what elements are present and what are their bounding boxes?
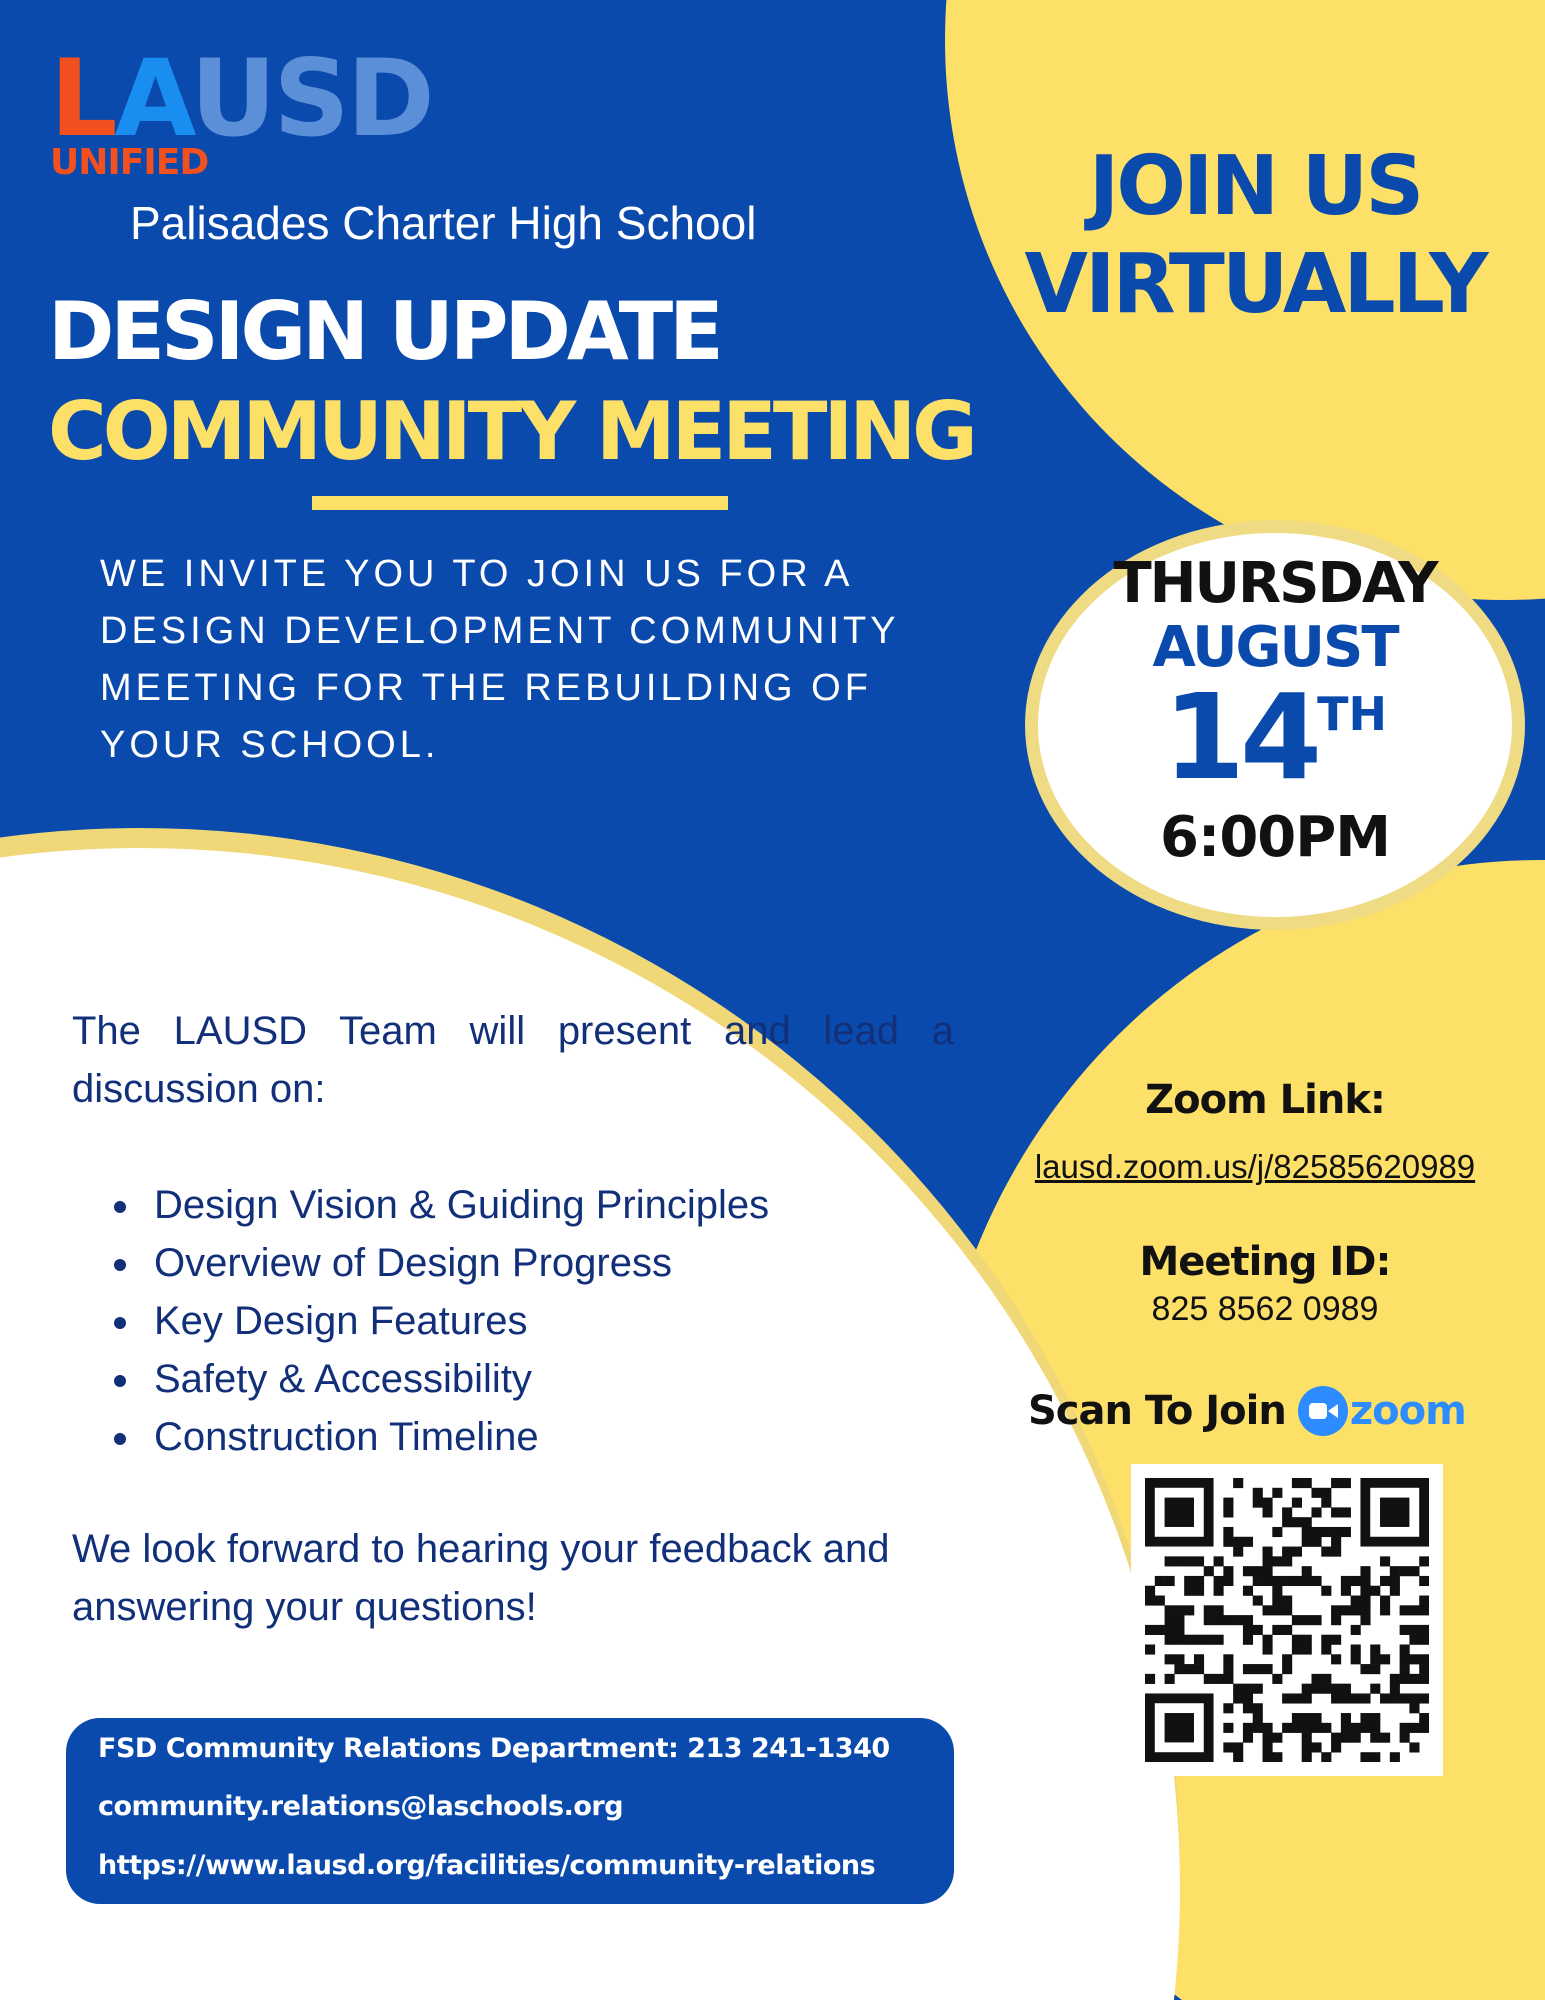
meeting-id-label: Meeting ID: (1139, 1239, 1391, 1285)
zoom-wordmark: zoom (1349, 1388, 1466, 1434)
logo-letter-a: A (114, 37, 191, 160)
topic-item: • Construction Timeline (144, 1408, 769, 1466)
meeting-id: 825 8562 0989 (1151, 1290, 1379, 1328)
logo-subtitle: UNIFIED (50, 142, 209, 183)
meeting-month: AUGUST (1152, 615, 1398, 680)
contact-phone: FSD Community Relations Department: 213 241-1340 (98, 1733, 890, 1764)
title-community-meeting: COMMUNITY MEETING (48, 385, 974, 478)
title-design-update: DESIGN UPDATE (48, 285, 720, 378)
scan-label: Scan To Join (1028, 1388, 1286, 1434)
zoom-camera-icon (1298, 1386, 1348, 1436)
meeting-day: THURSDAY (1113, 551, 1437, 616)
invite-text: WE INVITE YOU TO JOIN US FOR A DESIGN DEVELOPMENT COMMUNITY MEETING FOR THE REBUILDING OF YOUR SCHOOL. (100, 553, 899, 766)
lausd-logo (50, 37, 432, 183)
topic-item: • Key Design Features (144, 1292, 769, 1350)
logo-letter-l: L (50, 37, 115, 160)
zoom-link-label: Zoom Link: (1145, 1077, 1385, 1123)
join-line-1: JOIN US (1088, 139, 1422, 234)
topic-item: • Design Vision & Guiding Principles (144, 1176, 769, 1234)
qr-code-icon (1145, 1478, 1429, 1762)
meeting-date-number (1038, 668, 1512, 806)
date-number: 14 (1162, 668, 1318, 806)
presentation-intro: The LAUSD Team will present and lead a discussion on: (72, 1009, 954, 1111)
title-divider (312, 496, 728, 510)
join-us-virtually (985, 138, 1525, 334)
qr-code[interactable] (1131, 1464, 1443, 1776)
logo-wordmark (50, 37, 432, 160)
topic-list (100, 1176, 769, 1466)
scan-to-join (1028, 1386, 1466, 1436)
contact-website-link[interactable]: https://www.lausd.org/facilities/community-relations (98, 1850, 876, 1881)
zoom-link[interactable]: lausd.zoom.us/j/82585620989 (1034, 1148, 1476, 1185)
school-name: Palisades Charter High School (130, 197, 757, 249)
topic-item: • Overview of Design Progress (144, 1234, 769, 1292)
closing-text: We look forward to hearing your feedback and answering your questions! (72, 1527, 890, 1629)
meeting-time: 6:00PM (1159, 805, 1391, 870)
join-line-2: VIRTUALLY (1024, 237, 1486, 332)
logo-letters-usd: USD (190, 37, 432, 160)
contact-email-link[interactable]: community.relations@laschools.org (98, 1791, 624, 1822)
date-suffix: TH (1317, 687, 1388, 741)
topic-item: • Safety & Accessibility (144, 1350, 769, 1408)
